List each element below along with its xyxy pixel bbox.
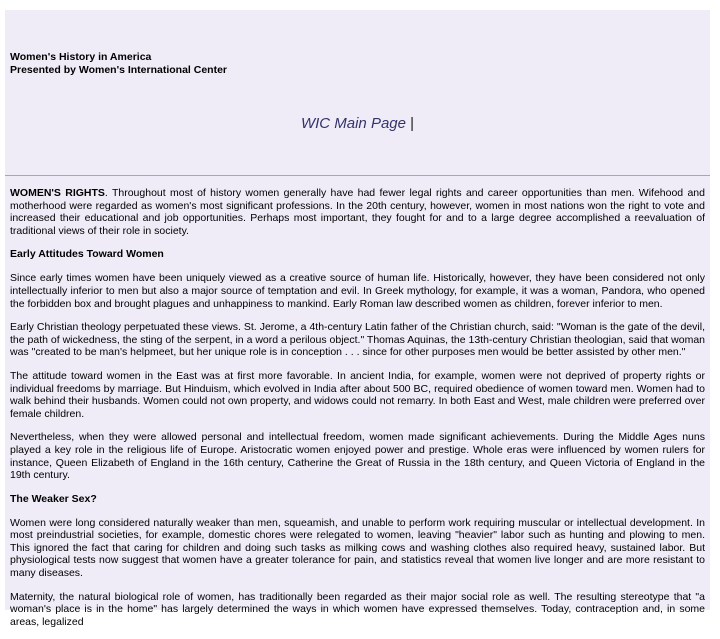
nav-separator: | (410, 115, 415, 132)
paragraph: Since early times women have been uniquely viewed as a creative source of human life. Historically, however, they have been considered not only intellectually inferior to men but also a major source of temptation and evil. In Greek mythology, for example, it was a woman, Pandora, who opened the forbidden box and brought plagues and unhappiness to mankind. Early Roman law described women as children, forever inferior to men. (10, 272, 705, 310)
intro-paragraph (10, 187, 705, 237)
article-body (10, 187, 705, 639)
intro-lead: WOMEN'S RIGHTS (10, 187, 105, 199)
header-subtitle: Presented by Women's International Center (10, 64, 228, 76)
site-header (10, 51, 227, 77)
section-heading-early-attitudes: Early Attitudes Toward Women (10, 248, 164, 261)
section-heading-weaker-sex: The Weaker Sex? (10, 492, 97, 505)
paragraph: The attitude toward women in the East was at first more favorable. In ancient India, for example, women were not deprived of property rights or individual freedoms by marriage. But Hinduism, which evolved in India after about 500 BC, required obedience of women toward men. Women had to walk behind their husbands. Women could not own property, and widows could not remarry. In both East and West, male children were preferred over female children. (10, 369, 705, 420)
page-background (5, 10, 710, 628)
paragraph: Nevertheless, when they were allowed personal and intellectual freedom, women made significant achievements. During the Middle Ages nuns played a key role in the religious life of Europe. Aristocratic women enjoyed power and prestige. Whole eras were influenced by women rulers for instance, Queen Elizabeth of England in the 16th century, Catherine the Great of Russia in the 18th century, and Queen Victoria of England in the 19th century. (10, 431, 705, 482)
paragraph: Early Christian theology perpetuated these views. St. Jerome, a 4th-century Latin father of the Christian church, said: "Woman is the gate of the devil, the path of wickedness, the sting of the serpent, in a word a perilous object." Thomas Aquinas, the 13th-century Christian theologian, said that woman was "created to be man's helpmeet, but her unique role is in conception . . . since for other purposes men would be better assisted by other men." (10, 321, 705, 359)
header-title: Women's History in America (10, 51, 152, 63)
paragraph: Women were long considered naturally weaker than men, squeamish, and unable to perform work requiring muscular or intellectual development. In most preindustrial societies, for example, domestic chores were relegated to women, leaving "heavier" labor such as hunting and plowing to men. This ignored the fact that caring for children and doing such tasks as milking cows and washing clothes also required heavy, sustained labor. But physiological tests now suggest that women have a greater tolerance for pain, and statistics reveal that women live longer and are more resistant to many diseases. (10, 516, 705, 580)
horizontal-divider (5, 175, 710, 176)
wic-main-page-link[interactable]: WIC Main Page (300, 115, 406, 132)
nav-bar (5, 115, 710, 132)
intro-text: . Throughout most of history women generally have had fewer legal rights and career opportunities than men. Wifehood and motherhood were regarded as women's most significant professions. In the 20th century, however, women in most nations won the right to vote and increased their educational and job opportunities. Perhaps most important, they fought for and to a large degree accomplished a reevaluation of traditional views of their role in society. (10, 187, 705, 237)
paragraph: Maternity, the natural biological role of women, has traditionally been regarded as their major social role as well. The resulting stereotype that "a woman's place is in the home" has largely determined the ways in which women have expressed themselves. Today, contraception and, in some areas, legalized (10, 590, 705, 628)
